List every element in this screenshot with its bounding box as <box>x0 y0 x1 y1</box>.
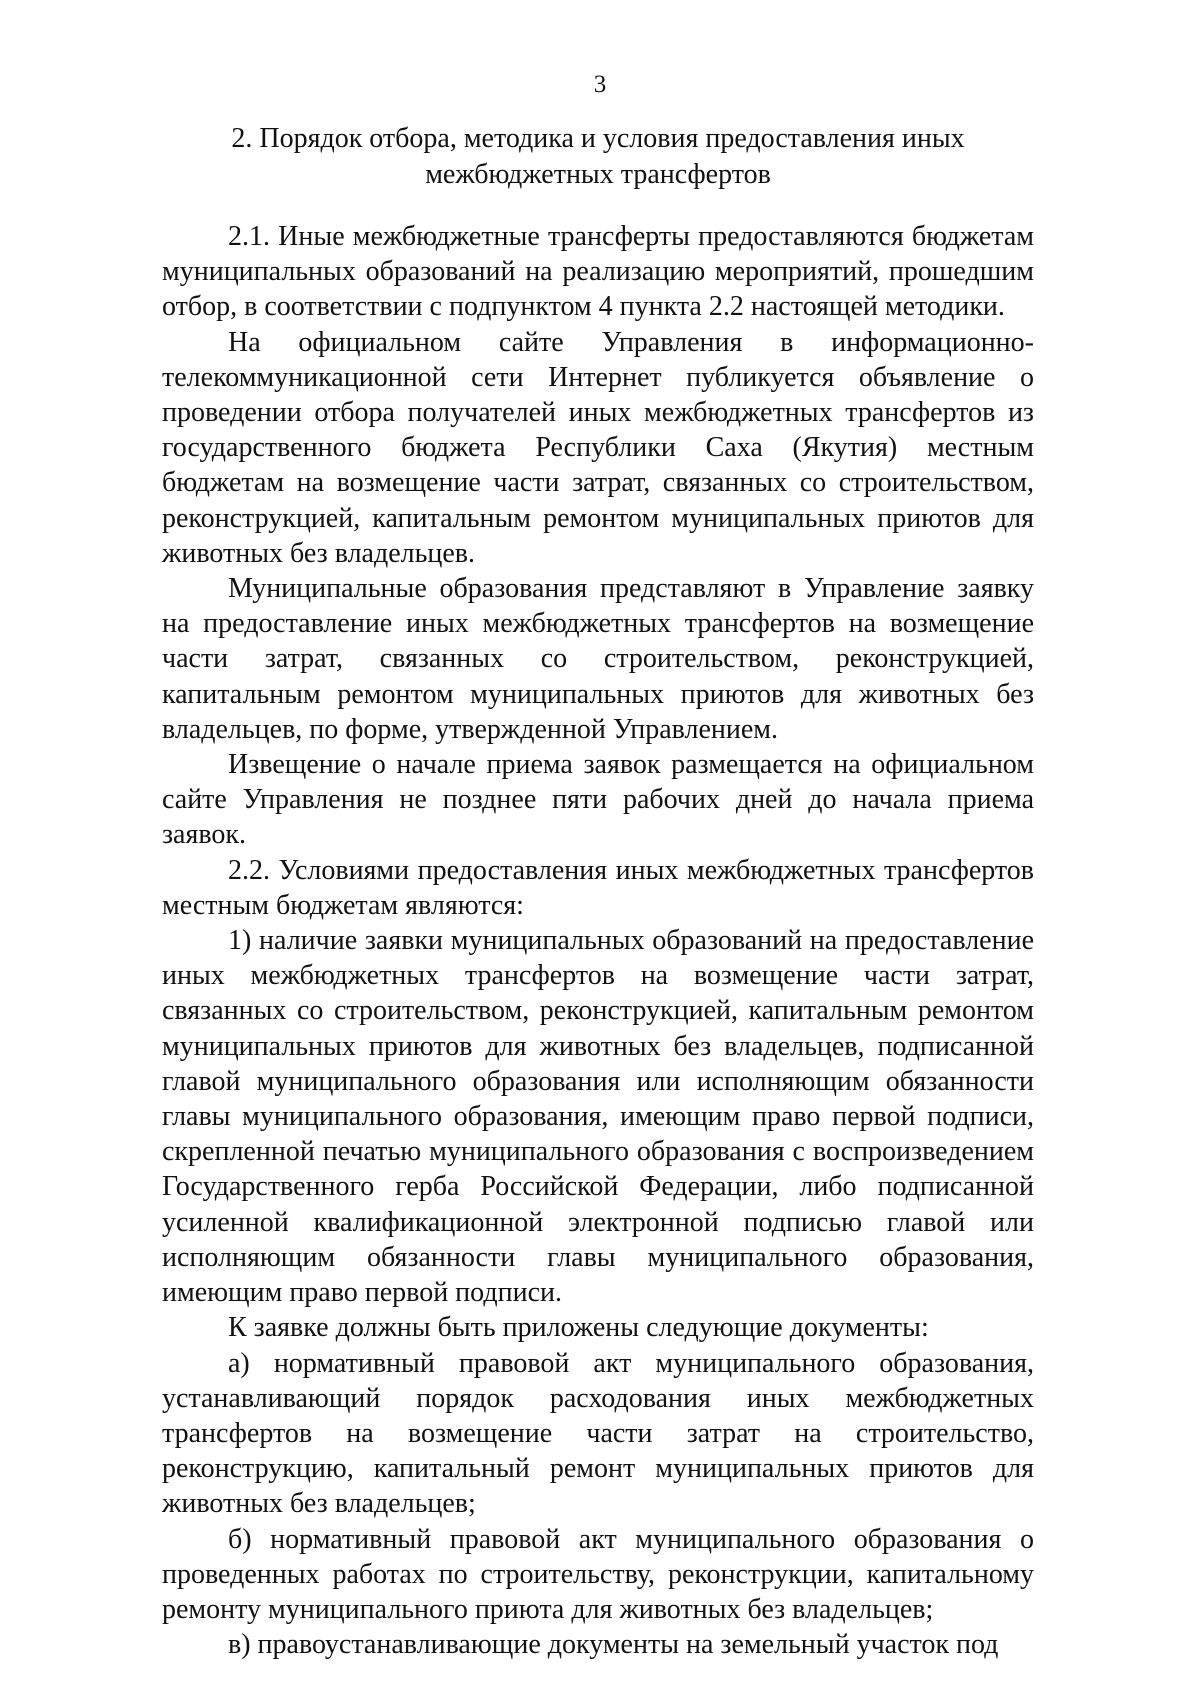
document-body <box>162 219 1034 1662</box>
paragraph-notice: Извещение о начале приема заявок размещается на официальном сайте Управления не позднее пяти рабочих дней до начала приема заявок. <box>162 749 1034 851</box>
section-heading: 2. Порядок отбора, методика и условия предоставления иных межбюджетных трансфертов <box>231 123 965 190</box>
paragraph-2-1: 2.1. Иные межбюджетные трансферты предоставляются бюджетам муниципальных образований на реализацию мероприятий, прошедшим отбор, в соответствии с подпунктом 4 пункта 2.2 настоящей методики. <box>162 221 1034 323</box>
list-item-v: в) правоустанавливающие документы на земельный участок под <box>228 1629 999 1661</box>
paragraph-attachments: К заявке должны быть приложены следующие документы: <box>228 1312 929 1344</box>
list-item-1: 1) наличие заявки муниципальных образований на предоставление иных межбюджетных трансфертов на возмещение части затрат, связанных со строительством, реконструкцией, капитальным ремонтом муниципальных приютов для животных без владельцев, подписанной главой муниципального образования или исполняющим обязанности главы муниципального образования, имеющим право первой подписи, скрепленной печатью муниципального образования с воспроизведением Государственного герба Российской Федерации, либо подписанной усиленной квалификационной электронной подписью главой или исполняющим обязанности главы муниципального образования, имеющим право первой подписи. <box>162 925 1034 1309</box>
page-number: 3 <box>593 71 607 98</box>
paragraph-announcement: На официальном сайте Управления в информационно-телекоммуникационной сети Интернет публикуется объявление о проведении отбора получателей иных межбюджетных трансфертов из государственного бюджета Республики Саха (Якутия) местным бюджетам на возмещение части затрат, связанных со строительством, реконструкцией, капитальным ремонтом муниципальных приютов для животных без владельцев. <box>162 326 1034 569</box>
paragraph-2-2: 2.2. Условиями предоставления иных межбюджетных трансфертов местным бюджетам являются: <box>162 854 1034 921</box>
paragraph-application: Муниципальные образования представляют в Управление заявку на предоставление иных межбюджетных трансфертов на возмещение части затрат, связанных со строительством, реконструкцией, капитальным ремонтом муниципальных приютов для животных без владельцев, по форме, утвержденной Управлением. <box>162 573 1034 745</box>
list-item-b: б) нормативный правовой акт муниципального образования о проведенных работах по строительству, реконструкции, капитальному ремонту муниципального приюта для животных без владельцев; <box>162 1523 1034 1625</box>
list-item-a: а) нормативный правовой акт муниципального образования, устанавливающий порядок расходования иных межбюджетных трансфертов на возмещение части затрат на строительство, реконструкцию, капитальный ремонт муниципальных приютов для животных без владельцев; <box>162 1347 1034 1520</box>
